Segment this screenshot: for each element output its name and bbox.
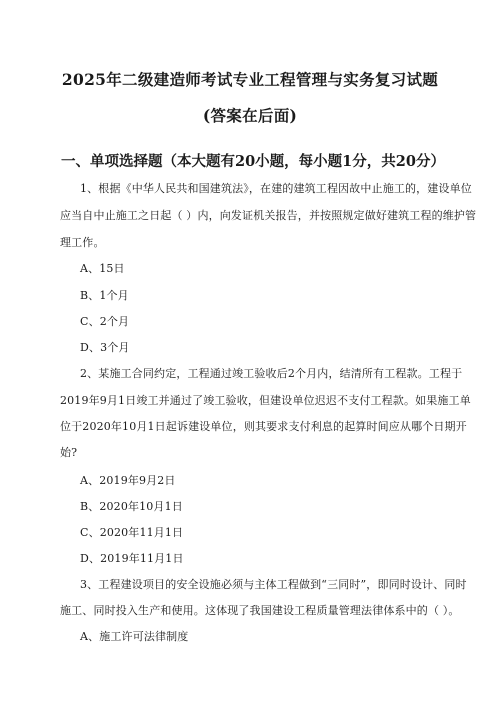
question-2-line-2: 2019年9月1日竣工并通过了竣工验收，但建设单位迟迟不支付工程款。如果施工单 <box>60 394 471 407</box>
question-3-line-2: 施工、同时投入生产和使用。这体现了我国建设工程质量管理法律体系中的（ ）。 <box>60 604 460 617</box>
document-subtitle: (答案在后面) <box>202 106 298 125</box>
question-1-option-a: A、15日 <box>80 262 125 275</box>
question-1-option-c: C、2个月 <box>80 315 130 328</box>
question-3-option-a: A、施工许可法律制度 <box>80 630 189 643</box>
question-2-option-d: D、2019年11月1日 <box>80 552 184 565</box>
question-3-line-1: 3、工程建设项目的安全设施必须与主体工程做到“三同时”，即同时设计、同时 <box>80 578 467 591</box>
question-1-line-1: 1、根据《中华人民共和国建筑法》，在建的建筑工程因故中止施工的，建设单位 <box>80 182 472 195</box>
question-2-line-3: 位于2020年10月1日起诉建设单位，则其要求支付利息的起算时间应从哪个日期开 <box>60 420 467 433</box>
question-2-line-4: 始? <box>60 446 78 459</box>
question-2-option-a: A、2019年9月2日 <box>80 474 176 487</box>
question-1-line-2: 应当自中止施工之日起（ ）内，向发证机关报告，并按照规定做好建筑工程的维护管 <box>60 209 477 222</box>
question-2-line-1: 2、某施工合同约定，工程通过竣工验收后2个月内，结清所有工程款。工程于 <box>80 367 463 380</box>
question-1-line-3: 理工作。 <box>60 236 105 249</box>
question-1-option-b: B、1个月 <box>80 289 129 302</box>
question-2-option-b: B、2020年10月1日 <box>80 500 183 513</box>
question-1-option-d: D、3个月 <box>80 341 130 354</box>
question-2-option-c: C、2020年11月1日 <box>80 526 184 539</box>
section-heading: 一、单项选择题（本大题有20小题，每小题1分，共20分） <box>61 153 445 170</box>
document-title: 2025年二级建造师考试专业工程管理与实务复习试题 <box>61 70 439 89</box>
